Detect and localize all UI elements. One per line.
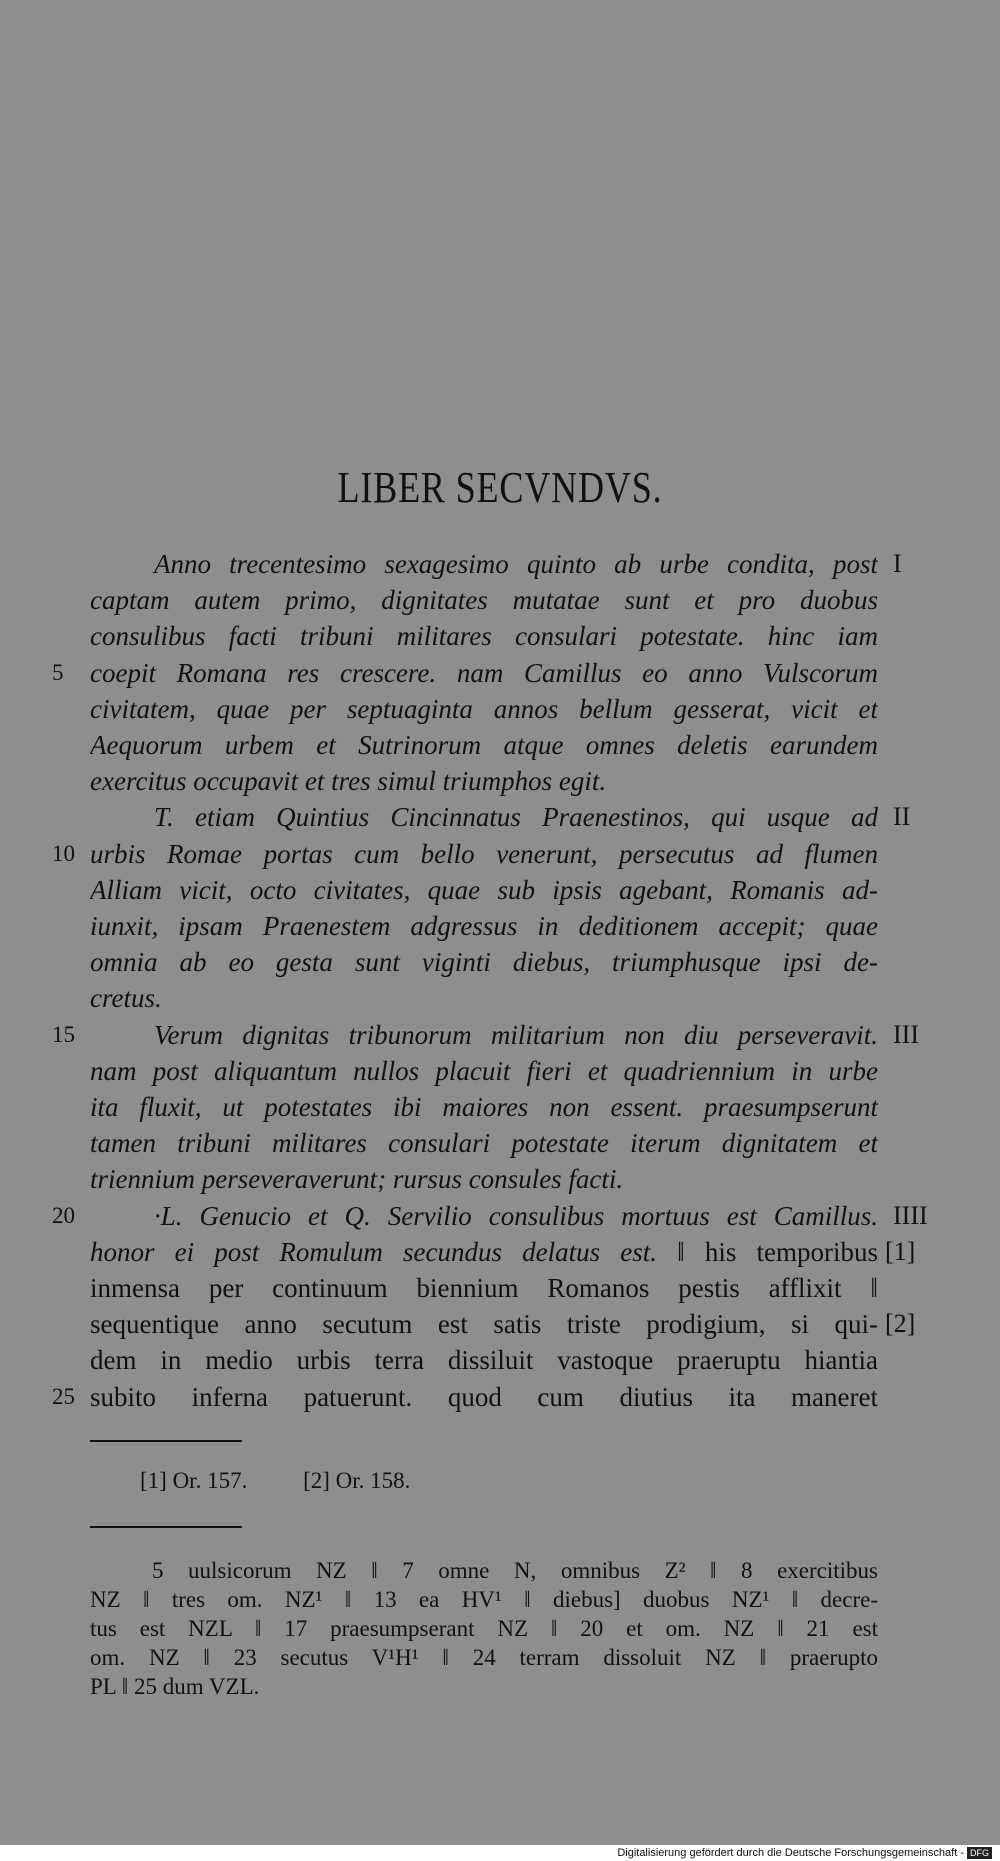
- footnote-rule: [90, 1440, 242, 1442]
- text-line: [90, 1379, 878, 1415]
- text-line-content: Verum dignitas tribunorum militarium non diu perseveravit.: [154, 1020, 878, 1050]
- chapter-number: II: [893, 802, 911, 831]
- text-line: [90, 727, 878, 763]
- book-title: LIBER SECVNDVS.: [337, 463, 663, 512]
- apparatus-line-text: tus est NZL ‖ 17 praesumpserant NZ ‖ 20 et om. NZ ‖ 21 est: [90, 1616, 878, 1641]
- text-line-content: nam post aliquantum nullos placuit fieri et quadriennium in urbe: [90, 1056, 878, 1086]
- text-line: [90, 1089, 878, 1125]
- chapter-number: III: [893, 1020, 919, 1049]
- dfg-logo: DFG: [967, 1847, 992, 1859]
- text-line: [90, 1161, 878, 1197]
- text-line-content: [90, 1234, 878, 1270]
- text-line: [90, 655, 878, 691]
- line-number: 25: [52, 1384, 75, 1409]
- digitization-credit: [617, 1845, 992, 1861]
- text-line-content: ita fluxit, ut potestates ibi maiores non essent. praesumpserunt: [90, 1092, 878, 1122]
- text-line-content: omnia ab eo gesta sunt viginti diebus, triumphusque ipsi de-: [90, 947, 878, 977]
- text-italic-part: honor ei post Romulum secundus delatus est.: [90, 1237, 658, 1267]
- orosius-ref-1: [1] Or. 157.: [140, 1468, 248, 1493]
- text-line-content: urbis Romae portas cum bello venerunt, persecutus ad flumen: [90, 839, 878, 869]
- text-line: [90, 1198, 878, 1234]
- chapter-number: IIII: [893, 1201, 928, 1230]
- text-line: [90, 582, 878, 618]
- orosius-ref-2: [2] Or. 158.: [303, 1468, 411, 1493]
- line-number: 20: [52, 1203, 75, 1228]
- apparatus-rule: [90, 1526, 242, 1528]
- text-line: [90, 1017, 878, 1053]
- text-line: [90, 944, 878, 980]
- text-line: [90, 836, 878, 872]
- text-line-content: triennium perseveraverunt; rursus consules facti.: [90, 1164, 624, 1194]
- text-roman-part: ‖ his temporibus: [677, 1237, 878, 1267]
- text-line-content: exercitus occupavit et tres simul triumphos egit.: [90, 766, 607, 796]
- text-line-content: inmensa per continuum biennium Romanos pestis afflixit ‖: [90, 1273, 878, 1303]
- text-line: [90, 1125, 878, 1161]
- text-line-content: dem in medio urbis terra dissiluit vastoque praeruptu hiantia: [90, 1345, 878, 1375]
- text-line-content: T. etiam Quintius Cincinnatus Praenestinos, qui usque ad: [154, 802, 878, 832]
- text-line-content: captam autem primo, dignitates mutatae sunt et pro duobus: [90, 585, 878, 615]
- apparatus-line-text: PL ‖ 25 dum VZL.: [90, 1674, 260, 1699]
- source-marker: [2]: [885, 1309, 916, 1338]
- text-line-content: iunxit, ipsam Praenestem adgressus in deditionem accepit; quae: [90, 911, 878, 941]
- source-marker: [1]: [885, 1237, 916, 1266]
- chapter-number: I: [893, 549, 902, 578]
- text-line: [90, 1306, 878, 1342]
- apparatus-line: [90, 1643, 878, 1672]
- text-line-content: Alliam vicit, octo civitates, quae sub ipsis agebant, Romanis ad-: [90, 875, 878, 905]
- apparatus-line: [90, 1585, 878, 1614]
- text-line-content: consulibus facti tribuni militares consulari potestate. hinc iam: [90, 621, 878, 651]
- text-line: [90, 908, 878, 944]
- text-line-content: civitatem, quae per septuaginta annos bellum gesserat, vicit et: [90, 694, 878, 724]
- apparatus-line: [90, 1556, 878, 1585]
- text-line: [90, 546, 878, 582]
- text-line-content: Aequorum urbem et Sutrinorum atque omnes deletis earundem: [90, 730, 878, 760]
- text-line-content: ·L. Genucio et Q. Servilio consulibus mortuus est Camillus.: [154, 1201, 878, 1231]
- credit-text: Digitalisierung gefördert durch die Deutsche Forschungsgemeinschaft -: [617, 1847, 964, 1859]
- apparatus-line: [90, 1614, 878, 1643]
- text-line: [90, 1342, 878, 1378]
- text-line-content: Anno trecentesimo sexagesimo quinto ab urbe condita, post: [154, 549, 878, 579]
- text-line-content: cretus.: [90, 983, 162, 1013]
- apparatus-line-text: 5 uulsicorum NZ ‖ 7 omne N, omnibus Z² ‖ 8 exercitibus: [152, 1558, 878, 1583]
- text-line-content: sequentique anno secutum est satis triste prodigium, si qui-: [90, 1309, 878, 1339]
- text-line: [90, 1270, 878, 1306]
- apparatus-line: [90, 1672, 878, 1701]
- text-line: [90, 980, 878, 1016]
- text-line: [90, 618, 878, 654]
- text-line: [90, 691, 878, 727]
- text-line: [90, 872, 878, 908]
- text-line: [90, 799, 878, 835]
- apparatus-line-text: om. NZ ‖ 23 secutus V¹H¹ ‖ 24 terram dissoluit NZ ‖ praerupto: [90, 1645, 878, 1670]
- text-line-content: tamen tribuni militares consulari potestate iterum dignitatem et: [90, 1128, 878, 1158]
- text-line-content: coepit Romana res crescere. nam Camillus eo anno Vulscorum: [90, 658, 878, 688]
- line-number: 10: [52, 841, 75, 866]
- line-number: 5: [52, 660, 64, 685]
- text-line: [90, 1053, 878, 1089]
- apparatus-line-text: NZ ‖ tres om. NZ¹ ‖ 13 ea HV¹ ‖ diebus] duobus NZ¹ ‖ decre-: [90, 1587, 878, 1612]
- text-line-content: subito inferna patuerunt. quod cum diutius ita maneret: [90, 1382, 878, 1412]
- text-line: [90, 763, 878, 799]
- orosius-references: [140, 1466, 460, 1496]
- text-line: [90, 1234, 878, 1270]
- line-number: 15: [52, 1022, 75, 1047]
